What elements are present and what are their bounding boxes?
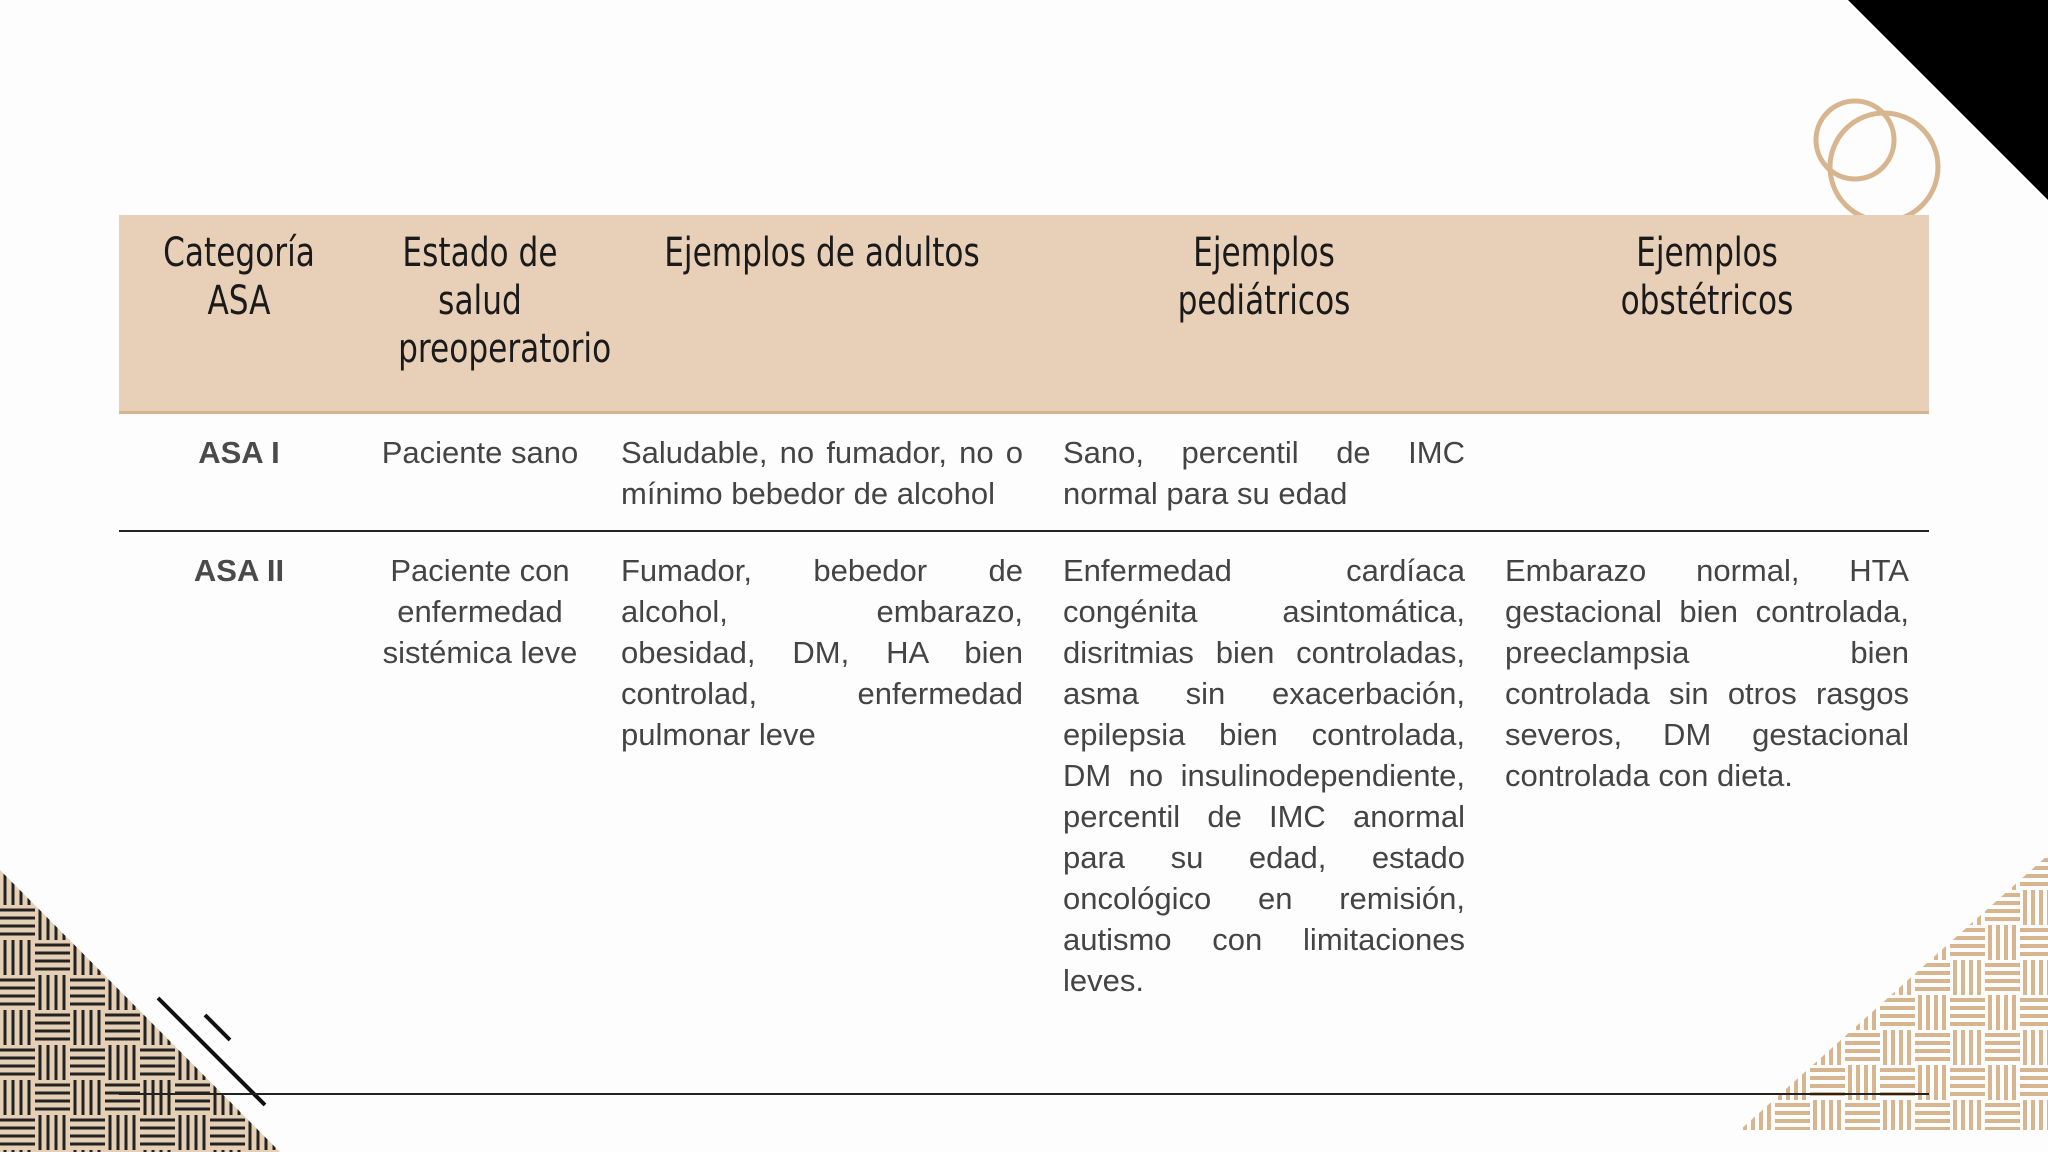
cell-health-state: Paciente sano (359, 413, 601, 532)
cell-obstetric-examples: Embarazo normal, HTA gestacional bien controlada, preeclampsia bien controlada sin otros rasgos severos, DM gestacional controlada con dieta. (1485, 531, 1929, 1094)
header-adult-examples: Ejemplos de adultos (650, 215, 995, 413)
header-health-state: Estado de salud preoperatorio (386, 215, 575, 413)
header-category: Categoría ASA (145, 215, 332, 413)
table-row (119, 531, 1929, 1094)
cell-pediatric-examples: Enfermedad cardíaca congénita asintomática, disritmias bien controladas, asma sin exacerbación, epilepsia bien controlada, DM no insulinodependiente, percentil de IMC anormal para su edad, estado oncológico en remisión, autismo con limitaciones leves. (1043, 531, 1485, 1094)
cell-adult-examples: Fumador, bebedor de alcohol, embarazo, obesidad, DM, HA bien controlad, enfermedad pulmonar leve (601, 531, 1043, 1094)
cell-health-state: Paciente con enfermedad sistémica leve (359, 531, 601, 1094)
table-header (119, 215, 1929, 413)
cell-adult-examples: Saludable, no fumador, no o mínimo bebedor de alcohol (601, 413, 1043, 532)
table-row (119, 413, 1929, 532)
header-obstetric-examples: Ejemplos obstétricos (1534, 215, 1880, 413)
asa-classification-table (119, 215, 1929, 1095)
header-row (119, 215, 1929, 413)
cell-category: ASA II (119, 531, 359, 1094)
rings-decoration (1808, 95, 1948, 225)
header-pediatric-examples: Ejemplos pediátricos (1092, 215, 1437, 413)
cell-category: ASA I (119, 413, 359, 532)
cell-pediatric-examples: Sano, percentil de IMC normal para su edad (1043, 413, 1485, 532)
cell-obstetric-examples (1485, 413, 1929, 532)
